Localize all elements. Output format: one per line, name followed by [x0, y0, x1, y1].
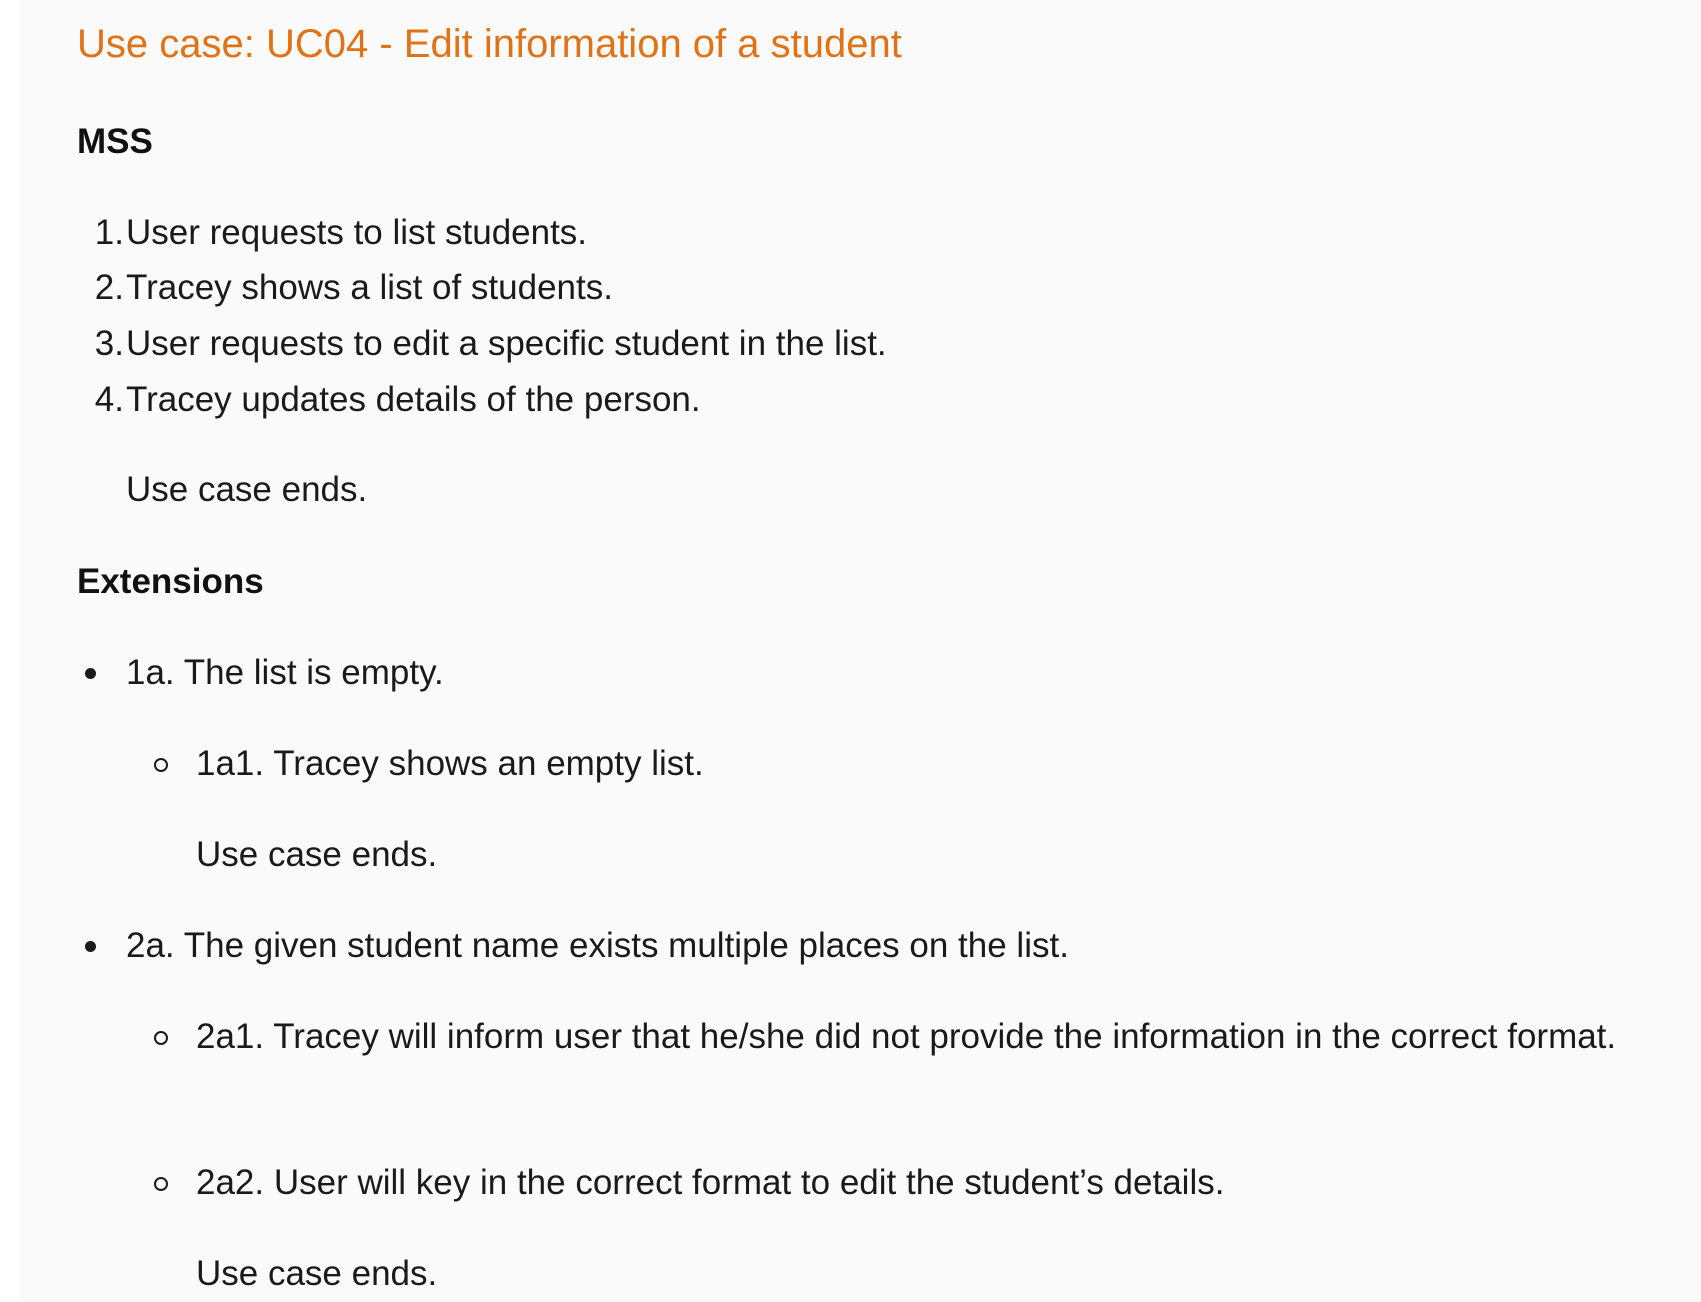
extensions-heading: Extensions — [77, 562, 264, 601]
document-panel — [20, 0, 1701, 1302]
mss-step — [94, 267, 613, 309]
page-title: Use case: UC04 - Edit information of a student — [77, 22, 902, 66]
extension-subitem: 1a1. Tracey shows an empty list. — [196, 744, 704, 783]
mss-heading: MSS — [77, 122, 153, 161]
bullet-icon — [85, 941, 96, 952]
step-text: User requests to edit a specific student in the list. — [126, 324, 887, 363]
step-number: 3. — [94, 324, 124, 363]
mss-step — [94, 212, 588, 254]
step-number: 1. — [94, 213, 124, 252]
bullet-icon — [85, 668, 96, 679]
mss-ending: Use case ends. — [126, 470, 368, 509]
step-number: 4. — [94, 380, 124, 419]
extension-item: 1a. The list is empty. — [126, 653, 444, 692]
extension-subitem: 2a2. User will key in the correct format to edit the student’s details. — [196, 1163, 1225, 1202]
step-number: 2. — [94, 268, 124, 307]
step-text: Tracey shows a list of students. — [126, 268, 613, 307]
mss-step — [94, 379, 701, 421]
circle-bullet-icon — [154, 1031, 168, 1045]
extension-item: 2a. The given student name exists multiple places on the list. — [126, 926, 1069, 965]
step-text: Tracey updates details of the person. — [126, 380, 701, 419]
circle-bullet-icon — [154, 1177, 168, 1191]
extension-subitem: 2a1. Tracey will inform user that he/she did not provide the information in the correct format. — [196, 1017, 1617, 1056]
step-text: User requests to list students. — [126, 213, 588, 252]
extension-subitem-ending: Use case ends. — [196, 1254, 438, 1293]
mss-step — [94, 323, 887, 365]
circle-bullet-icon — [154, 758, 168, 772]
extension-subitem-ending: Use case ends. — [196, 835, 438, 874]
